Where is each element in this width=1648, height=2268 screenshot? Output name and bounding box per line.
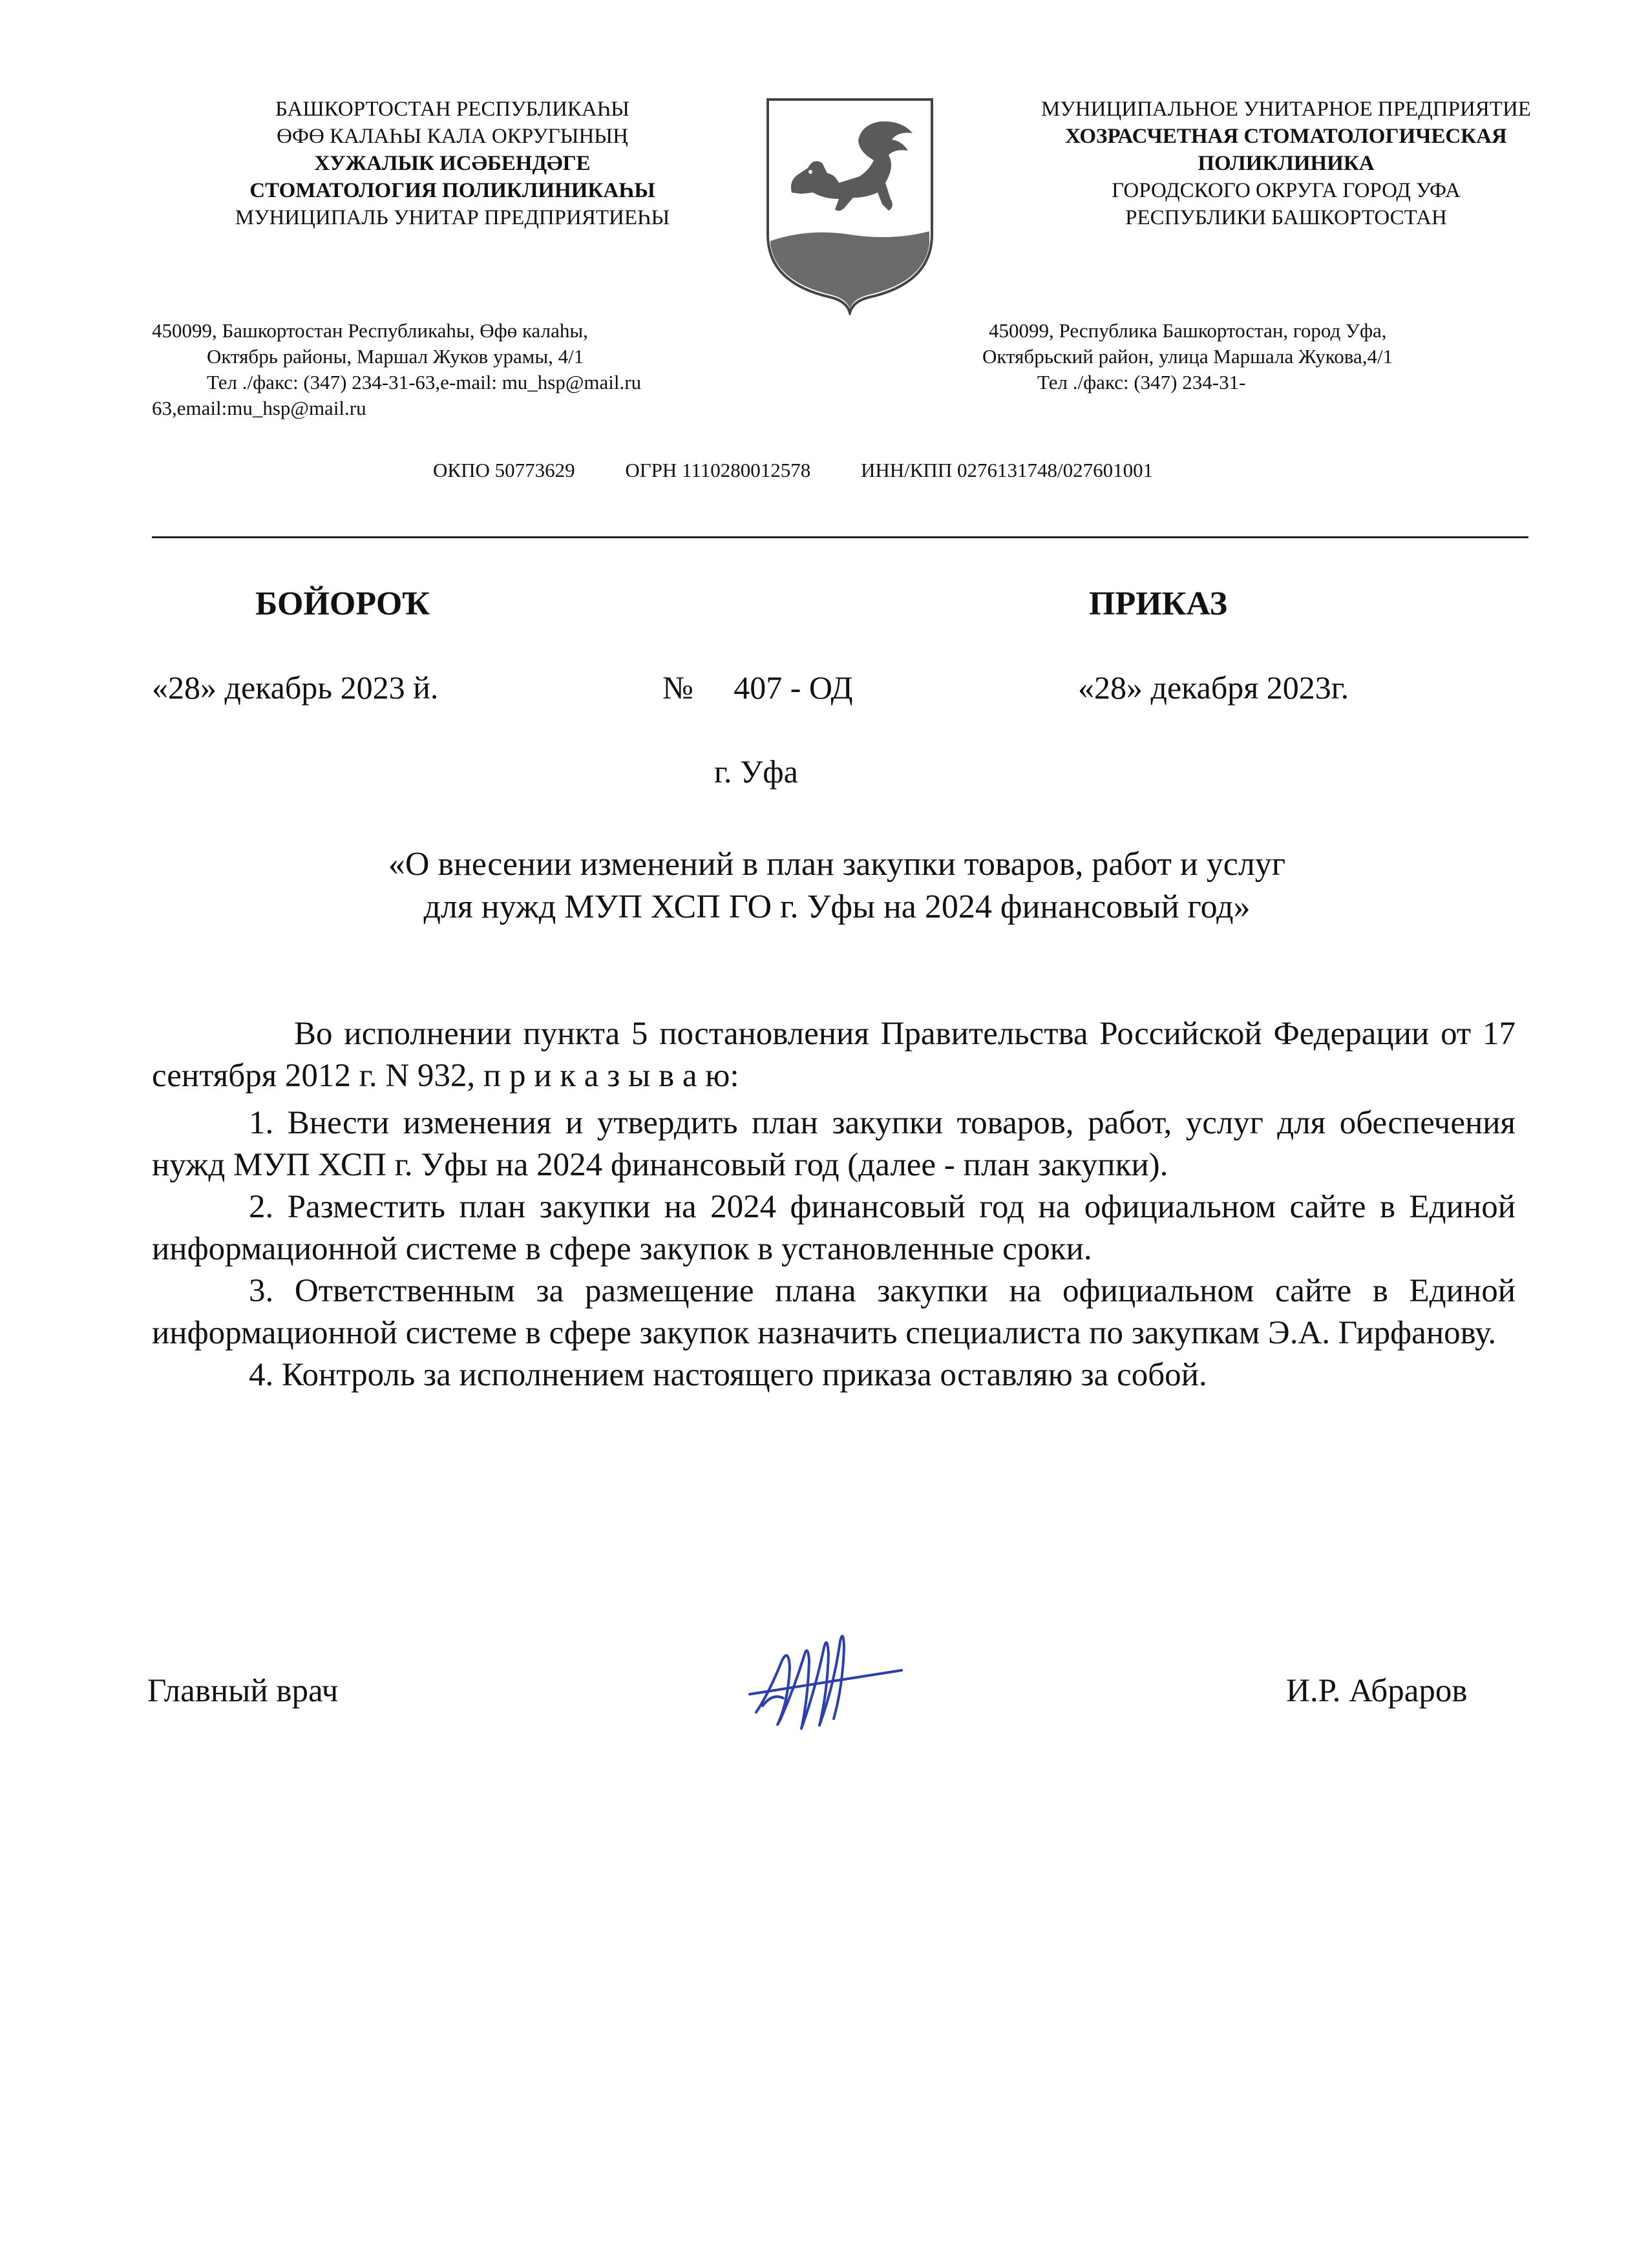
subject-line2: для нужд МУП ХСП ГО г. Уфы на 2024 финансовый год» bbox=[423, 888, 1251, 925]
address-right-line3: Тел ./факс: (347) 234-31- bbox=[1037, 371, 1246, 394]
item-1: 1. Внести изменения и утвердить план закупки товаров, работ, услуг для обеспечения нужд МУП ХСП г. Уфы на 2024 финансовый год (далее - план закупки). bbox=[152, 1105, 1516, 1183]
address-right-line1: 450099, Республика Башкортостан, город Уфа, bbox=[989, 319, 1387, 342]
address-left-line2: Октябрь районы, Маршал Жуков урамы, 4/1 bbox=[207, 345, 584, 368]
header-right bbox=[982, 96, 1590, 231]
number-sign: № bbox=[662, 669, 693, 706]
order-number-value: 407 - ОД bbox=[734, 669, 853, 706]
header-right-line2: ХОЗРАСЧЕТНАЯ СТОМАТОЛОГИЧЕСКАЯ bbox=[1065, 125, 1507, 148]
header-left bbox=[162, 96, 743, 231]
order-body bbox=[152, 1013, 1516, 1396]
header-divider bbox=[152, 536, 1528, 538]
ogrn-code: ОГРН 1110280012578 bbox=[625, 459, 811, 481]
item-4: 4. Контроль за исполнением настоящего приказа оставляю за собой. bbox=[249, 1357, 1207, 1393]
registration-codes bbox=[433, 457, 1198, 483]
inn-kpp-code: ИНН/КПП 0276131748/027601001 bbox=[860, 459, 1154, 481]
address-right-line2: Октябрьский район, улица Маршала Жукова,4/1 bbox=[982, 345, 1393, 368]
header-left-line4: СТОМАТОЛОГИЯ ПОЛИКЛИНИКАҺЫ bbox=[249, 179, 655, 202]
date-russian: «28» декабря 2023г. bbox=[1078, 669, 1349, 706]
item-3: 3. Ответственным за размещение плана закупки на официальном сайте в Единой информационной системе в сфере закупок назначить специалиста по закупкам Э.А. Гирфанову. bbox=[152, 1273, 1516, 1351]
preamble: Во исполнении пункта 5 постановления Правительства Российской Федерации от 17 сентября 2012 г. N 932, п р и к а з ы в а ю: bbox=[152, 1016, 1516, 1094]
okpo-code: ОКПО 50773629 bbox=[433, 459, 575, 481]
header-left-line1: БАШКОРТОСТАН РЕСПУБЛИКАҺЫ bbox=[275, 98, 629, 121]
header-right-line5: РЕСПУБЛИКИ БАШКОРТОСТАН bbox=[1125, 206, 1447, 229]
order-subject bbox=[152, 843, 1522, 929]
header-left-line3: ХУЖАЛЫК ИСӘБЕНДӘГЕ bbox=[314, 152, 591, 175]
address-left bbox=[152, 318, 798, 421]
address-right bbox=[982, 318, 1564, 395]
header-right-line4: ГОРОДСКОГО ОКРУГА ГОРОД УФА bbox=[1112, 179, 1461, 202]
handwritten-signature-icon bbox=[743, 1622, 911, 1745]
header-right-line3: ПОЛИКЛИНИКА bbox=[1198, 152, 1375, 175]
subject-line1: «О внесении изменений в план закупки товаров, работ и услуг bbox=[388, 846, 1286, 883]
address-left-line3: Тел ./факс: (347) 234-31-63,e-mail: mu_hsp@mail.ru bbox=[207, 371, 642, 394]
address-left-line4: 63,email:mu_hsp@mail.ru bbox=[152, 397, 366, 419]
header-left-line5: МУНИЦИПАЛЬ УНИТАР ПРЕДПРИЯТИЕҺЫ bbox=[235, 206, 670, 229]
title-bashkir: БОЙОРОҠ bbox=[255, 585, 430, 622]
order-number bbox=[662, 669, 853, 706]
date-bashkir: «28» декабрь 2023 й. bbox=[152, 669, 439, 706]
address-left-line1: 450099, Башкортостан Республикаһы, Өфө калаһы, bbox=[152, 319, 588, 342]
signatory-position: Главный врач bbox=[147, 1673, 339, 1709]
header-right-line1: МУНИЦИПАЛЬНОЕ УНИТАРНОЕ ПРЕДПРИЯТИЕ bbox=[1041, 98, 1531, 121]
title-russian: ПРИКАЗ bbox=[1089, 585, 1228, 622]
city: г. Уфа bbox=[714, 753, 798, 790]
signatory-name: И.Р. Абраров bbox=[1286, 1673, 1468, 1709]
coat-of-arms-icon bbox=[763, 96, 937, 315]
item-2: 2. Разместить план закупки на 2024 финансовый год на официальном сайте в Единой информационной системе в сфере закупок в установленные сроки. bbox=[152, 1189, 1516, 1267]
header-left-line2: ӨФӨ КАЛАҺЫ КАЛА ОКРУГЫНЫҢ bbox=[277, 125, 628, 148]
